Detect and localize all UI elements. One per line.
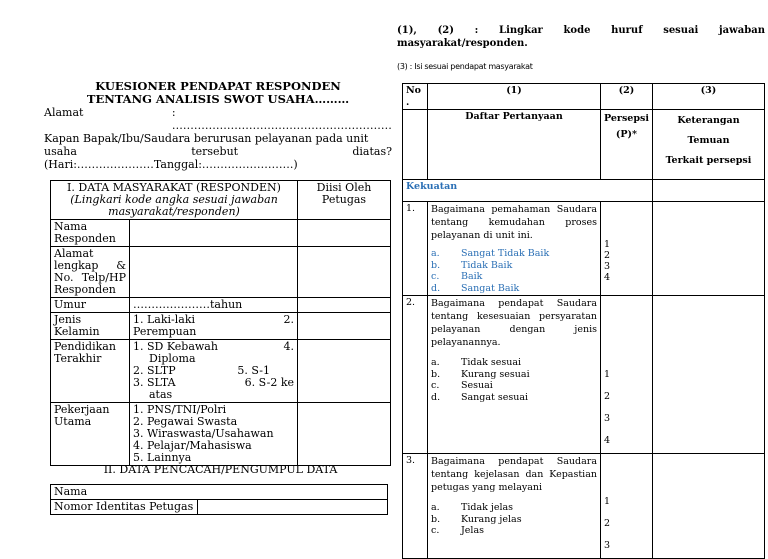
col-1-title: Daftar Pertanyaan — [428, 110, 601, 180]
question-cell — [428, 296, 601, 454]
keterangan-cell[interactable] — [652, 202, 764, 296]
option-letter[interactable]: c. — [431, 380, 440, 391]
keterangan-label: Keterangan — [677, 115, 740, 126]
option-letter[interactable]: d. — [431, 282, 441, 294]
intro-word-diatas: diatas? — [352, 145, 392, 158]
nama-responden-value[interactable] — [130, 220, 298, 247]
pend-option-6-cont[interactable]: atas — [149, 388, 173, 401]
col-no-header: No . — [403, 84, 428, 110]
code[interactable]: 1 — [604, 239, 611, 250]
question-cell — [428, 202, 601, 296]
alamat-line — [44, 106, 392, 132]
jk-option-2[interactable]: Perempuan — [133, 325, 197, 338]
pencacah-table — [50, 484, 388, 515]
jk-petugas-cell[interactable] — [298, 313, 391, 340]
code[interactable]: 1 — [604, 496, 611, 507]
option-letter[interactable]: c. — [431, 525, 440, 536]
code[interactable]: 3 — [604, 413, 611, 424]
note-2: (3) : Isi sesuai pendapat masyarakat — [397, 62, 533, 71]
question-options[interactable] — [431, 357, 597, 403]
code[interactable]: 2 — [604, 250, 611, 261]
intro-date-line: (Hari:…………………Tanggal:…………………….) — [44, 158, 298, 171]
option-letter[interactable]: b. — [431, 259, 441, 271]
title-line-1: KUESIONER PENDAPAT RESPONDEN — [95, 79, 341, 93]
code[interactable]: 1 — [604, 369, 611, 380]
note-1: (1), (2) : Lingkar kode huruf sesuai jawaban masyarakat/responden. — [397, 25, 765, 49]
temuan-label: Temuan — [687, 135, 730, 146]
keterangan-cell[interactable] — [652, 296, 764, 454]
questionnaire-title — [44, 80, 392, 106]
question-text: Bagaimana pemahaman Saudara tentang kemudahan proses pelayanan di unit ini. — [431, 204, 597, 241]
alamat-lengkap-value[interactable] — [130, 247, 298, 298]
option-letter[interactable]: d. — [431, 391, 441, 403]
option-text[interactable]: Baik — [461, 271, 483, 282]
pek-option-2[interactable]: 2. Pegawai Swasta — [133, 415, 238, 428]
pend-option-3[interactable]: 3. SLTA — [133, 376, 176, 389]
persepsi-codes[interactable] — [601, 296, 653, 454]
option-text[interactable]: Kurang jelas — [461, 513, 522, 525]
intro-line-1: Kapan Bapak/Ibu/Saudara berurusan pelayanan pada unit — [44, 132, 369, 145]
pend-petugas-cell[interactable] — [298, 340, 391, 403]
persepsi-label: Persepsi (P)* — [604, 113, 649, 140]
section1-title: I. DATA MASYARAKAT (RESPONDEN) — [67, 181, 281, 194]
intro-word-tersebut: tersebut — [191, 145, 239, 158]
intro-line-2 — [44, 145, 392, 158]
col-3-title — [652, 110, 764, 180]
question-text: Bagaimana pendapat Saudara tentang kejelasan dan Kepastian petugas yang melayani — [431, 456, 597, 493]
jk-option-2-code[interactable]: 2. — [283, 313, 294, 326]
question-options[interactable] — [431, 248, 597, 294]
option-text[interactable]: Tidak Baik — [461, 259, 513, 271]
pend-option-5[interactable]: 5. S-1 — [237, 364, 270, 377]
question-options[interactable] — [431, 502, 597, 537]
intro-word-usaha: usaha — [44, 145, 77, 158]
option-letter[interactable]: c. — [431, 271, 440, 282]
pencacah-nama-label: Nama — [51, 485, 198, 500]
col-2-number: (2) — [601, 84, 653, 110]
option-letter[interactable]: a. — [431, 502, 440, 513]
section2-title: II. DATA PENCACAH/PENGUMPUL DATA — [103, 463, 338, 476]
option-text[interactable]: Sesuai — [461, 380, 493, 391]
option-text[interactable]: Jelas — [461, 525, 485, 536]
pekerjaan-label: Pekerjaan Utama — [51, 403, 130, 466]
code[interactable]: 2 — [604, 391, 611, 402]
pendidikan-options[interactable] — [130, 340, 298, 403]
nama-responden-label: Nama Responden — [51, 220, 130, 247]
umur-label: Umur — [51, 298, 130, 313]
pendidikan-label: Pendidikan Terakhir — [51, 340, 130, 403]
section1-header — [51, 181, 298, 220]
question-row — [403, 202, 765, 296]
title-line-2: TENTANG ANALISIS SWOT USAHA……… — [86, 92, 350, 106]
question-number: 1. — [403, 202, 428, 296]
umur-value[interactable]: …………………tahun — [130, 298, 298, 313]
question-number: 3. — [403, 454, 428, 559]
pek-option-4[interactable]: 4. Pelajar/Mahasiswa — [133, 439, 252, 452]
pencacah-nomor-value[interactable] — [197, 500, 388, 515]
code[interactable]: 3 — [604, 261, 611, 272]
section-kekuatan: Kekuatan — [403, 180, 601, 202]
pek-option-1[interactable]: 1. PNS/TNI/Polri — [133, 403, 227, 416]
question-row — [403, 296, 765, 454]
alamat-petugas-cell[interactable] — [298, 247, 391, 298]
jk-option-1[interactable]: 1. Laki-laki — [133, 313, 196, 326]
pek-petugas-cell[interactable] — [298, 403, 391, 466]
pend-option-4-code[interactable]: 4. — [283, 340, 294, 353]
pend-option-2[interactable]: 2. SLTP — [133, 364, 176, 377]
pek-option-5[interactable]: 5. Lainnya — [133, 451, 192, 464]
pekerjaan-options[interactable] — [130, 403, 298, 466]
col-2-title — [601, 110, 653, 180]
pek-option-3[interactable]: 3. Wiraswasta/Usahawan — [133, 427, 274, 440]
option-text[interactable]: Tidak jelas — [461, 502, 514, 513]
jenis-kelamin-label: Jenis Kelamin — [51, 313, 130, 340]
option-letter[interactable]: b. — [431, 368, 441, 380]
option-text[interactable]: Sangat Tidak Baik — [461, 248, 550, 259]
question-table — [402, 83, 765, 559]
pencacah-nomor-label: Nomor Identitas Petugas — [51, 500, 198, 515]
intro-block — [44, 106, 392, 171]
col-no-blank — [403, 110, 428, 180]
nama-petugas-cell[interactable] — [298, 220, 391, 247]
question-number: 2. — [403, 296, 428, 454]
option-text[interactable]: Sangat sesuai — [461, 391, 529, 403]
pend-option-1[interactable]: 1. SD Kebawah — [133, 340, 218, 353]
col-1-number: (1) — [428, 84, 601, 110]
section1-note: (Lingkari kode angka sesuai jawaban masyarakat/responden) — [70, 193, 278, 218]
option-text[interactable]: Kurang sesuai — [461, 368, 530, 380]
option-letter[interactable]: a. — [431, 248, 440, 259]
col-3-number: (3) — [652, 84, 764, 110]
pend-option-4[interactable]: Diploma — [149, 352, 196, 365]
persepsi-codes[interactable] — [601, 202, 653, 296]
diisi-oleh-petugas: Diisi Oleh Petugas — [298, 181, 391, 220]
kekuatan-blank-3 — [652, 180, 764, 202]
alamat-lengkap-label: Alamat lengkap & No. Telp/HP Responden — [51, 247, 130, 298]
code[interactable]: 3 — [604, 540, 611, 551]
option-letter[interactable]: a. — [431, 357, 440, 368]
kekuatan-blank-2 — [601, 180, 653, 202]
pend-option-6[interactable]: 6. S-2 ke — [244, 376, 294, 389]
code[interactable]: 4 — [604, 272, 611, 283]
alamat-fill: : …………………………………………………… — [171, 106, 392, 132]
terkait-persepsi-label: Terkait persepsi — [665, 155, 752, 166]
option-text[interactable]: Tidak sesuai — [461, 357, 522, 368]
pencacah-nama-value[interactable] — [197, 485, 388, 500]
option-text[interactable]: Sangat Baik — [461, 282, 520, 294]
question-text: Bagaimana pendapat Saudara tentang kesesuaian persyaratan pelayanan dengan jenis pelayanannya. — [431, 298, 597, 348]
respondent-table — [50, 180, 391, 466]
code[interactable]: 2 — [604, 518, 611, 529]
jenis-kelamin-options[interactable] — [130, 313, 298, 340]
option-letter[interactable]: b. — [431, 513, 441, 525]
code[interactable]: 4 — [604, 435, 611, 446]
alamat-label: Alamat — [44, 106, 84, 119]
umur-petugas-cell[interactable] — [298, 298, 391, 313]
